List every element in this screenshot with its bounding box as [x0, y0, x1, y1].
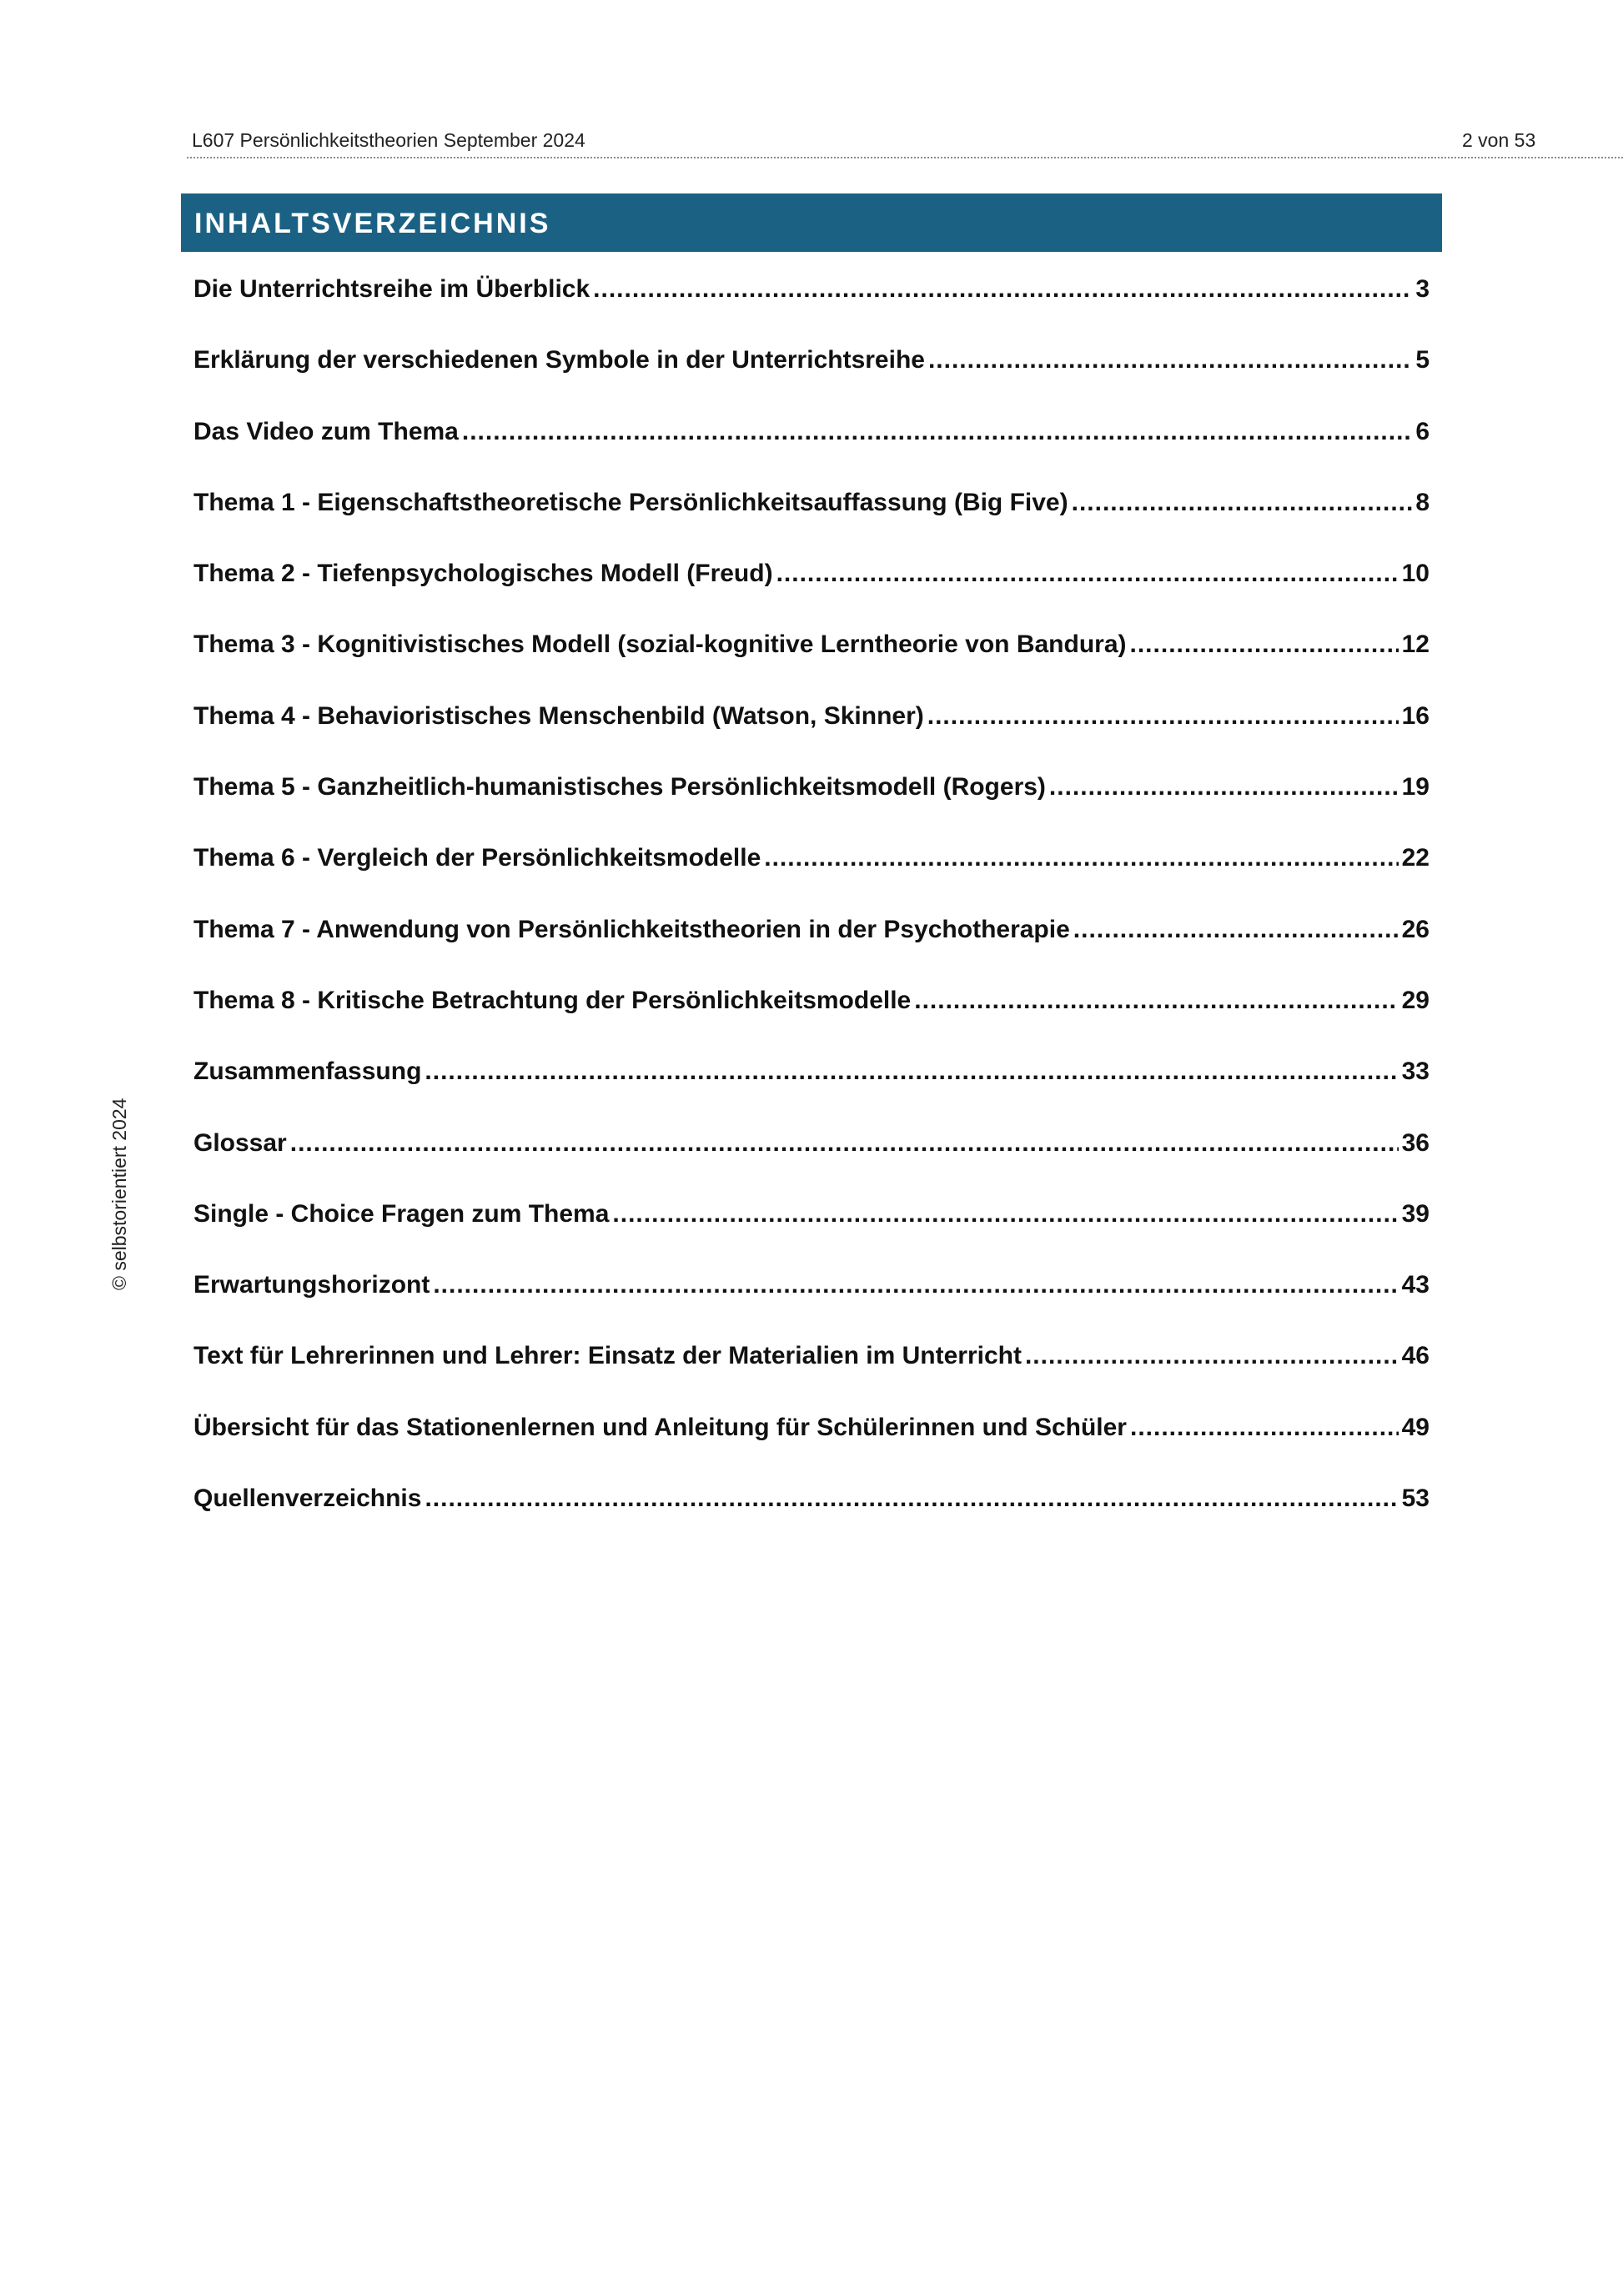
toc-entry-page: 26 [1401, 915, 1430, 943]
toc-entry-page: 6 [1415, 417, 1430, 445]
toc-entry[interactable] [193, 418, 1430, 489]
toc-entry-page: 22 [1401, 844, 1430, 872]
toc-dot-leader [462, 418, 1412, 446]
toc-entry-label: Erklärung der verschiedenen Symbole in der Unterrichtsreihe [193, 346, 925, 374]
toc-entry[interactable] [193, 916, 1430, 987]
toc-entry-label: Thema 1 - Eigenschaftstheoretische Persönlichkeitsauffassung (Big Five) [193, 488, 1068, 516]
toc-entry-label: Übersicht für das Stationenlernen und Anleitung für Schülerinnen und Schüler [193, 1413, 1127, 1441]
toc-dot-leader [776, 560, 1399, 588]
toc-dot-leader [1073, 916, 1399, 944]
toc-dot-leader [1072, 489, 1413, 517]
toc-entry-label: Single - Choice Fragen zum Thema [193, 1199, 610, 1228]
toc-entry-page: 49 [1401, 1413, 1430, 1441]
toc-dot-leader [914, 987, 1398, 1015]
toc-dot-leader [1049, 773, 1399, 801]
toc-entry[interactable] [193, 346, 1430, 417]
document-title: L607 Persönlichkeitstheorien September 2024 [192, 129, 585, 151]
toc-title: INHALTSVERZEICHNIS [194, 208, 551, 239]
toc-entry[interactable] [193, 1414, 1430, 1485]
toc-dot-leader [1025, 1342, 1399, 1370]
toc-entry-page: 43 [1401, 1271, 1430, 1299]
toc-entry-label: Thema 8 - Kritische Betrachtung der Persönlichkeitsmodelle [193, 986, 912, 1014]
toc-dot-leader [764, 844, 1398, 872]
toc-entry-label: Thema 7 - Anwendung von Persönlichkeitstheorien in der Psychotherapie [193, 915, 1070, 943]
toc-dot-leader [928, 346, 1412, 374]
toc-entry-label: Thema 2 - Tiefenpsychologisches Modell (Freud) [193, 560, 773, 588]
page-header [192, 129, 1536, 154]
toc-entry-label: Glossar [193, 1128, 287, 1157]
toc-entry-label: Thema 3 - Kognitivistisches Modell (sozial-kognitive Lerntheorie von Bandura) [193, 631, 1127, 659]
toc-dot-leader [927, 702, 1399, 731]
toc-entry-page: 39 [1401, 1199, 1430, 1228]
toc-entry[interactable] [193, 1058, 1430, 1128]
toc-entry-label: Zusammenfassung [193, 1058, 422, 1086]
toc-entry-page: 8 [1415, 488, 1430, 516]
toc-entry-page: 29 [1401, 986, 1430, 1014]
header-divider [187, 157, 1623, 158]
toc-entry-page: 10 [1401, 560, 1430, 588]
toc-entry-label: Text für Lehrerinnen und Lehrer: Einsatz der Materialien im Unterricht [193, 1342, 1022, 1370]
toc-list [193, 275, 1430, 1555]
toc-entry-label: Die Unterrichtsreihe im Überblick [193, 275, 590, 303]
copyright-notice: © selbstorientiert 2024 [108, 1098, 130, 1290]
toc-entry[interactable] [193, 489, 1430, 560]
toc-entry[interactable] [193, 1129, 1430, 1200]
toc-entry-page: 53 [1401, 1485, 1430, 1513]
toc-entry-page: 19 [1401, 773, 1430, 801]
toc-dot-leader [1130, 1414, 1399, 1442]
toc-dot-leader [612, 1200, 1398, 1228]
toc-entry-label: Thema 6 - Vergleich der Persönlichkeitsmodelle [193, 844, 761, 872]
toc-entry-label: Thema 4 - Behavioristisches Menschenbild (Watson, Skinner) [193, 701, 924, 730]
toc-entry-page: 36 [1401, 1128, 1430, 1157]
toc-entry-page: 5 [1415, 346, 1430, 374]
toc-entry[interactable] [193, 773, 1430, 844]
toc-entry[interactable] [193, 1271, 1430, 1342]
toc-entry-page: 12 [1401, 631, 1430, 659]
toc-entry[interactable] [193, 702, 1430, 773]
toc-entry[interactable] [193, 275, 1430, 346]
toc-entry-label: Thema 5 - Ganzheitlich-humanistisches Persönlichkeitsmodell (Rogers) [193, 773, 1046, 801]
toc-entry[interactable] [193, 844, 1430, 915]
toc-entry[interactable] [193, 1200, 1430, 1271]
toc-dot-leader [593, 275, 1412, 304]
toc-entry[interactable] [193, 631, 1430, 701]
page-number: 2 von 53 [1462, 129, 1536, 151]
toc-entry[interactable] [193, 1485, 1430, 1555]
toc-dot-leader [1130, 631, 1399, 659]
toc-dot-leader [425, 1058, 1398, 1086]
toc-entry[interactable] [193, 1342, 1430, 1413]
toc-entry-label: Erwartungshorizont [193, 1271, 430, 1299]
toc-entry-label: Das Video zum Thema [193, 417, 459, 445]
toc-entry-page: 3 [1415, 275, 1430, 303]
toc-entry-page: 16 [1401, 701, 1430, 730]
toc-heading-banner [181, 193, 1442, 252]
toc-entry-page: 33 [1401, 1058, 1430, 1086]
toc-entry-label: Quellenverzeichnis [193, 1485, 422, 1513]
toc-dot-leader [433, 1271, 1398, 1299]
toc-dot-leader [425, 1485, 1398, 1513]
toc-entry[interactable] [193, 560, 1430, 631]
toc-entry-page: 46 [1401, 1342, 1430, 1370]
toc-entry[interactable] [193, 987, 1430, 1058]
toc-dot-leader [290, 1129, 1399, 1158]
